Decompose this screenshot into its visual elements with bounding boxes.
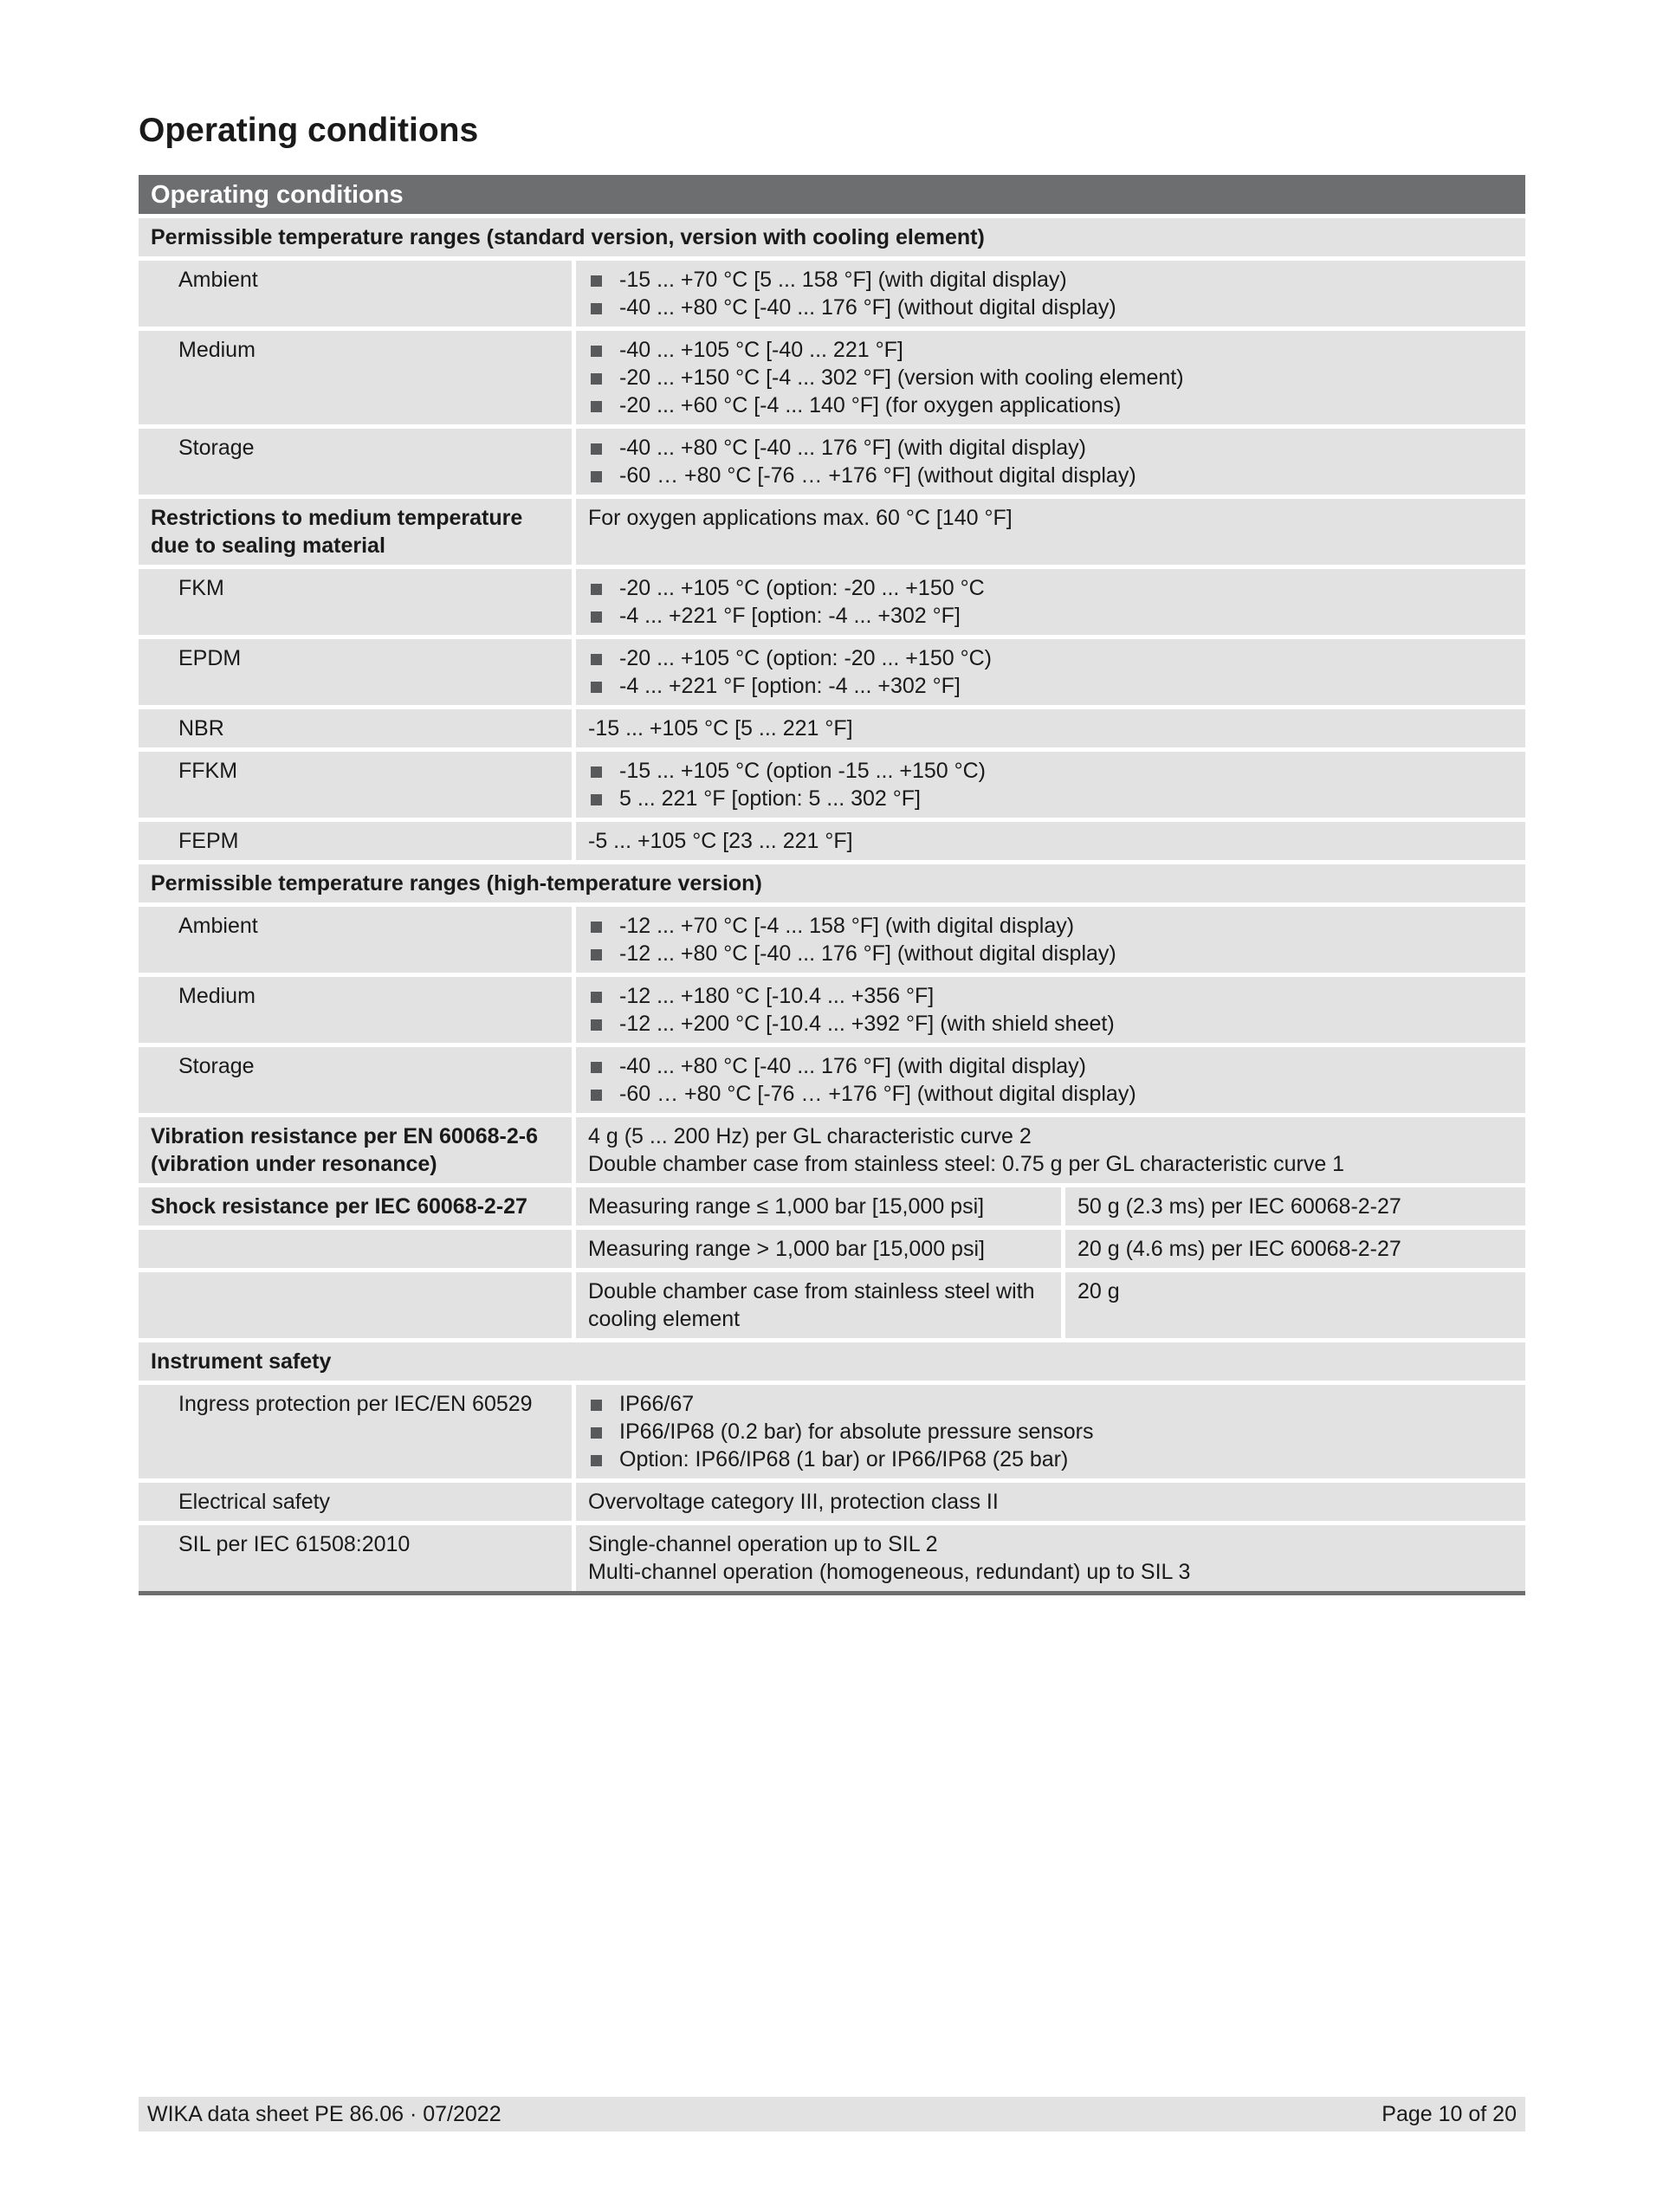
table-row — [139, 499, 1525, 565]
page-title: Operating conditions — [139, 112, 479, 149]
table-row — [139, 752, 1525, 818]
row-value — [576, 977, 1525, 1043]
row-label: NBR — [139, 709, 572, 747]
bullet-item: Option: IP66/IP68 (1 bar) or IP66/IP68 (25 bar) — [588, 1446, 1513, 1473]
row-label-line: due to sealing material — [151, 534, 385, 558]
row-value: -15 ... +105 °C [5 ... 221 °F] — [576, 709, 1525, 747]
row-value: Overvoltage category III, protection class II — [576, 1483, 1525, 1521]
row-value — [576, 752, 1525, 818]
bullet-list — [588, 1052, 1513, 1108]
table-row — [139, 569, 1525, 635]
table-row — [139, 907, 1525, 973]
table-row — [139, 1272, 1525, 1338]
row-label: FKM — [139, 569, 572, 635]
section-row-standard-temp — [139, 218, 1525, 256]
table-row — [139, 1385, 1525, 1478]
bullet-item: -40 ... +80 °C [-40 ... 176 °F] (with digital display) — [588, 434, 1513, 462]
row-label: Medium — [139, 331, 572, 424]
row-value — [576, 1525, 1525, 1591]
section-row-instrument-safety — [139, 1342, 1525, 1381]
bullet-list — [588, 266, 1513, 321]
row-label-line: Vibration resistance per EN 60068-2-6 — [151, 1124, 538, 1148]
row-value — [576, 261, 1525, 327]
table-row — [139, 1483, 1525, 1521]
bullet-item: -15 ... +70 °C [5 ... 158 °F] (with digital display) — [588, 266, 1513, 294]
row-value-condition: Measuring range ≤ 1,000 bar [15,000 psi] — [576, 1187, 1061, 1226]
bullet-list — [588, 574, 1513, 630]
row-label-empty — [139, 1230, 572, 1268]
row-label-line: (vibration under resonance) — [151, 1152, 437, 1176]
bullet-item: 5 ... 221 °F [option: 5 ... 302 °F] — [588, 785, 1513, 812]
row-value — [576, 907, 1525, 973]
bullet-item: IP66/67 — [588, 1390, 1513, 1418]
table-row — [139, 1047, 1525, 1113]
row-label: Ingress protection per IEC/EN 60529 — [139, 1385, 572, 1478]
bullet-item: -40 ... +105 °C [-40 ... 221 °F] — [588, 336, 1513, 364]
footer-document-id: WIKA data sheet PE 86.06 · 07/2022 — [147, 2101, 501, 2126]
bullet-item: -60 … +80 °C [-76 … +176 °F] (without digital display) — [588, 1080, 1513, 1108]
row-value-result: 50 g (2.3 ms) per IEC 60068-2-27 — [1065, 1187, 1525, 1226]
bullet-item: -4 ... +221 °F [option: -4 ... +302 °F] — [588, 602, 1513, 630]
row-label — [139, 1117, 572, 1183]
row-value: For oxygen applications max. 60 °C [140 °F] — [576, 499, 1525, 565]
bullet-item: -12 ... +200 °C [-10.4 ... +392 °F] (with shield sheet) — [588, 1010, 1513, 1038]
footer-page-number: Page 10 of 20 — [1382, 2101, 1517, 2126]
row-value — [576, 1385, 1525, 1478]
table-row — [139, 639, 1525, 705]
table-row — [139, 261, 1525, 327]
row-value-result: 20 g — [1065, 1272, 1525, 1338]
section-title: Permissible temperature ranges (standard version, version with cooling element) — [139, 218, 1525, 256]
value-line: Double chamber case from stainless steel: 0.75 g per GL characteristic curve 1 — [588, 1152, 1345, 1176]
bullet-item: IP66/IP68 (0.2 bar) for absolute pressure sensors — [588, 1418, 1513, 1446]
row-value — [576, 429, 1525, 495]
row-value: -5 ... +105 °C [23 ... 221 °F] — [576, 822, 1525, 860]
row-label: FFKM — [139, 752, 572, 818]
row-value — [576, 331, 1525, 424]
bullet-list — [588, 336, 1513, 419]
table-row — [139, 1230, 1525, 1268]
bullet-item: -12 ... +70 °C [-4 ... 158 °F] (with digital display) — [588, 912, 1513, 940]
row-label: Medium — [139, 977, 572, 1043]
bullet-list — [588, 757, 1513, 812]
row-label: Storage — [139, 1047, 572, 1113]
bullet-item: -40 ... +80 °C [-40 ... 176 °F] (with digital display) — [588, 1052, 1513, 1080]
bullet-item: -20 ... +150 °C [-4 ... 302 °F] (version with cooling element) — [588, 364, 1513, 391]
bullet-item: -20 ... +105 °C (option: -20 ... +150 °C — [588, 574, 1513, 602]
row-value — [576, 569, 1525, 635]
row-value — [576, 1047, 1525, 1113]
operating-conditions-table — [139, 175, 1525, 1595]
bullet-list — [588, 434, 1513, 489]
section-row-high-temp — [139, 864, 1525, 902]
bullet-list — [588, 644, 1513, 700]
value-line: Double chamber case from stainless steel with — [588, 1279, 1035, 1303]
section-title: Instrument safety — [139, 1342, 1525, 1381]
table-header: Operating conditions — [139, 175, 1525, 214]
table-row — [139, 822, 1525, 860]
row-value-condition — [576, 1272, 1061, 1338]
row-label: Ambient — [139, 261, 572, 327]
row-value — [576, 639, 1525, 705]
bullet-item: -12 ... +180 °C [-10.4 ... +356 °F] — [588, 982, 1513, 1010]
table-row — [139, 1117, 1525, 1183]
row-label: FEPM — [139, 822, 572, 860]
table-row — [139, 1187, 1525, 1226]
bullet-item: -60 … +80 °C [-76 … +176 °F] (without digital display) — [588, 462, 1513, 489]
bullet-item: -40 ... +80 °C [-40 ... 176 °F] (without digital display) — [588, 294, 1513, 321]
value-line: cooling element — [588, 1307, 741, 1331]
row-value-result: 20 g (4.6 ms) per IEC 60068-2-27 — [1065, 1230, 1525, 1268]
row-label — [139, 499, 572, 565]
table-row — [139, 429, 1525, 495]
row-label: Ambient — [139, 907, 572, 973]
value-line: Single-channel operation up to SIL 2 — [588, 1532, 938, 1556]
page-footer — [139, 2097, 1525, 2131]
row-label-empty — [139, 1272, 572, 1338]
bullet-item: -15 ... +105 °C (option -15 ... +150 °C) — [588, 757, 1513, 785]
section-title: Permissible temperature ranges (high-temperature version) — [139, 864, 1525, 902]
bullet-list — [588, 982, 1513, 1038]
table-row — [139, 709, 1525, 747]
row-label: Electrical safety — [139, 1483, 572, 1521]
row-value-condition: Measuring range > 1,000 bar [15,000 psi] — [576, 1230, 1061, 1268]
table-row — [139, 1525, 1525, 1591]
row-label-line: Restrictions to medium temperature — [151, 506, 523, 530]
table-row — [139, 977, 1525, 1043]
row-label: Storage — [139, 429, 572, 495]
bullet-list — [588, 912, 1513, 967]
bullet-item: -20 ... +60 °C [-4 ... 140 °F] (for oxygen applications) — [588, 391, 1513, 419]
table-row — [139, 331, 1525, 424]
bullet-item: -12 ... +80 °C [-40 ... 176 °F] (without digital display) — [588, 940, 1513, 967]
row-label: EPDM — [139, 639, 572, 705]
bullet-item: -4 ... +221 °F [option: -4 ... +302 °F] — [588, 672, 1513, 700]
row-label: SIL per IEC 61508:2010 — [139, 1525, 572, 1591]
bullet-item: -20 ... +105 °C (option: -20 ... +150 °C) — [588, 644, 1513, 672]
bullet-list — [588, 1390, 1513, 1473]
row-value — [576, 1117, 1525, 1183]
value-line: Multi-channel operation (homogeneous, redundant) up to SIL 3 — [588, 1560, 1191, 1584]
row-label: Shock resistance per IEC 60068-2-27 — [139, 1187, 572, 1226]
value-line: 4 g (5 ... 200 Hz) per GL characteristic curve 2 — [588, 1124, 1032, 1148]
